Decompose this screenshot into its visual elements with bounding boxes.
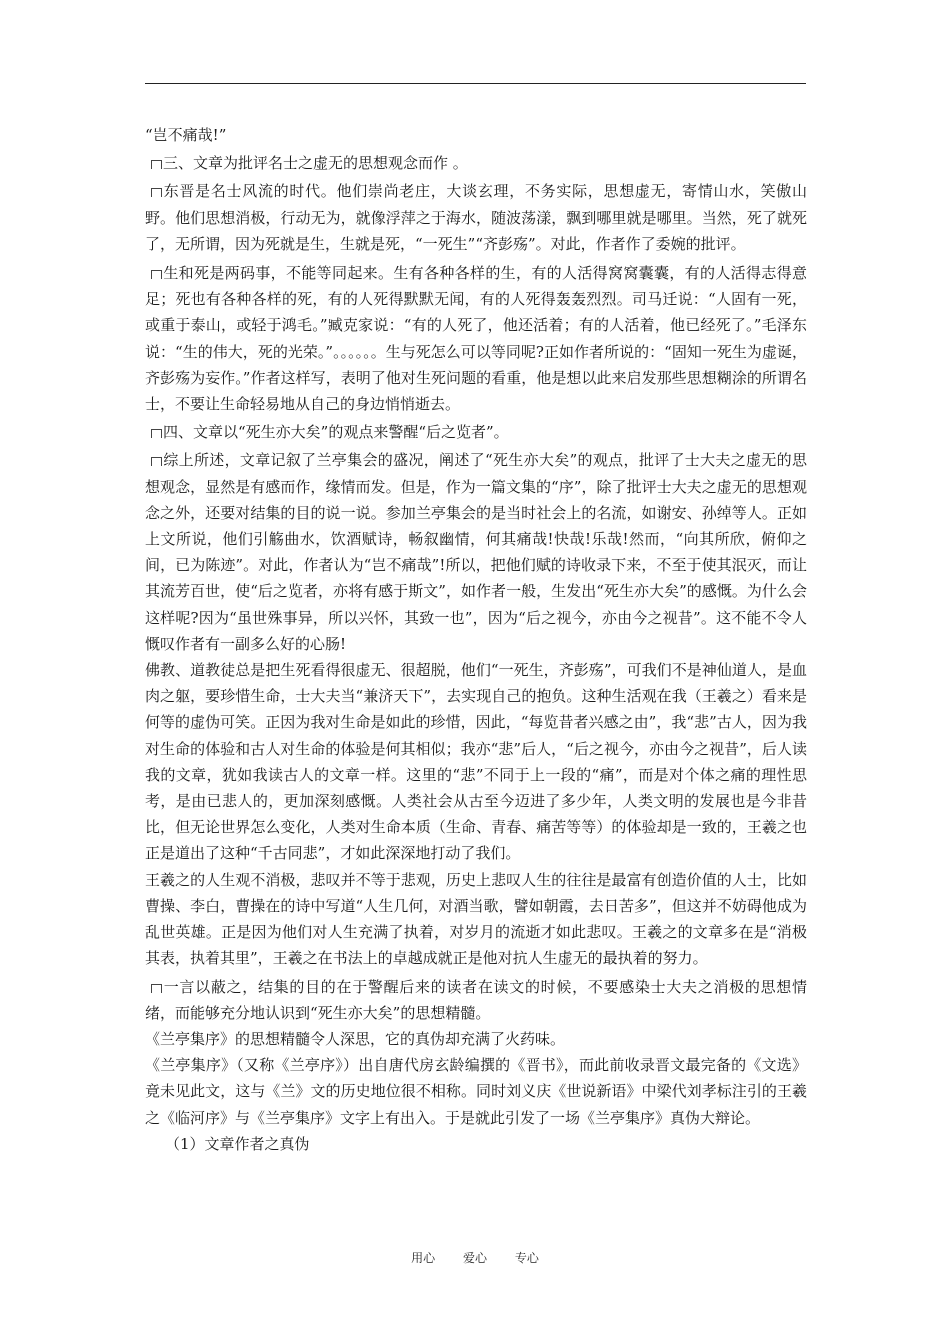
footer-word-1: 用心 xyxy=(411,1251,436,1265)
section-heading-text: 四、文章以“死生亦大矣”的观点来警醒“后之览者”。 xyxy=(163,423,509,442)
section-heading-text: 三、文章为批评名士之虚无的思想观念而作 。 xyxy=(163,154,468,173)
page-footer xyxy=(0,1249,950,1266)
paragraph-text: 综上所述，文章记叙了兰亭集会的盛况，阐述了“死生亦大矣”的观点，批评了士大夫之虚无的思想观念，显然是有感而作，缘情而发。但是，作为一篇文集的“序”，除了批评士大夫之虚无的思想观念之外，还要对结集的目的说一说。参加兰亭集会的是当时社会上的名流，如谢安、孙绰等人。正如上文所说，他们引觞曲水，饮酒赋诗，畅叙幽情，何其痛哉!快哉!乐哉!然而，“向其所欣，俯仰之间，已为陈迹”。对此，作者认为“岂不痛哉”!所以，把他们赋的诗收录下来，不至于使其泯灭，而让其流芳百世，使“后之览者，亦将有感于斯文”，如作者一般，生发出“死生亦大矣”的感慨。为什么会这样呢?因为“虽世殊事异，所以兴怀，其致一也”，因为“后之视今，亦由今之视昔”。这不能不令人慨叹作者有一副多么好的心肠! xyxy=(145,451,807,653)
footer-word-2: 爱心 xyxy=(462,1251,487,1265)
paragraph-buddhism-taoism: 佛教、道教徒总是把生死看得很虚无、很超脱，他们“一死生，齐彭殇”，可我们不是神仙道人，是血肉之躯，要珍惜生命，士大夫当“兼济天下”，去实现自己的抱负。这种生活观在我（王羲之）看来是何等的虚伪可笑。正因为我对生命是如此的珍惜，因此，“每览昔者兴感之由”，我“悲”古人，因为我对生命的体验和古人对生命的体验是何其相似；我亦“悲”后人，“后之视今，亦由今之视昔”，后人读我的文章，犹如我读古人的文章一样。这里的“悲”不同于上一段的“痛”，而是对个体之痛的理性思考，是由已悲人的，更加深刻感慨。人类社会从古至今迈进了多少年，人类文明的发展也是今非昔比，但无论世界怎么变化，人类对生命本质（生命、青春、痛苦等等）的体验却是一致的，王羲之也正是道出了这种“千古同悲”，才如此深深地打动了我们。 xyxy=(145,661,807,863)
header-rule xyxy=(145,83,806,84)
paragraph-authenticity-detail: 《兰亭集序》（又称《兰亭序》）出自唐代房玄龄编撰的《晋书》，而此前收录晋文最完备的《文选》竟未见此文，这与《兰》文的历史地位很不相称。同时刘义庆《世说新语》中梁代刘孝标注引的王羲之《临河序》与《兰亭集序》文字上有出入。于是就此引发了一场《兰亭集序》真伪大辩论。 xyxy=(145,1056,807,1127)
paragraph-conclusion xyxy=(145,974,807,1026)
document-body xyxy=(145,122,807,1157)
paragraph-text: 生和死是两码事，不能等同起来。生有各种各样的生，有的人活得窝窝囊囊，有的人活得志得意足；死也有各种各样的死，有的人死得默默无闻，有的人死得轰轰烈烈。司马迁说：“人固有一死，或重于泰山，或轻于鸿毛。”臧克家说：“有的人死了，他还活着；有的人活着，他已经死了。”毛泽东说：“生的伟大，死的光荣。”。。。。。。生与死怎么可以等同呢?正如作者所说的：“固知一死生为虚诞，齐彭殇为妄作。”作者这样写，表明了他对生死问题的看重，他是想以此来启发那些思想糊涂的所谓名士，不要让生命轻易地从自己的身边悄悄逝去。 xyxy=(145,264,807,414)
paragraph-quote: “岂不痛哉!” xyxy=(145,126,227,144)
anchor-mark-icon xyxy=(151,160,162,169)
anchor-mark-icon xyxy=(151,429,162,438)
anchor-mark-icon xyxy=(151,188,162,197)
footer-word-3: 专心 xyxy=(514,1251,539,1265)
paragraph-summary xyxy=(145,447,807,657)
paragraph-authenticity-intro: 《兰亭集序》的思想精髓令人深思，它的真伪却充满了火药味。 xyxy=(145,1029,566,1048)
section-heading-4 xyxy=(145,419,807,445)
anchor-mark-icon xyxy=(151,457,162,466)
anchor-mark-icon xyxy=(151,984,162,993)
subheading-author-authenticity: （1）文章作者之真伪 xyxy=(165,1134,310,1153)
paragraph-life-death xyxy=(145,260,807,417)
paragraph-jin-dynasty xyxy=(145,178,807,257)
paragraph-wang-xizhi-outlook: 王羲之的人生观不消极，悲叹并不等于悲观，历史上悲叹人生的往往是最富有创造价值的人士，比如曹操、李白，曹操在的诗中写道“人生几何，对酒当歌，譬如朝霞，去日苦多”，但这并不妨碍他成为乱世英雄。正是因为他们对人生充满了执着，对岁月的流逝才如此悲叹。王羲之的文章多在是“消极其表，执着其里”，王羲之在书法上的卓越成就正是他对抗人生虚无的最执着的努力。 xyxy=(145,870,807,968)
paragraph-text: 东晋是名士风流的时代。他们崇尚老庄，大谈玄理，不务实际，思想虚无，寄情山水，笑傲山野。他们思想消极，行动无为，就像浮萍之于海水，随波荡漾，飘到哪里就是哪里。当然，死了就死了，无所谓，因为死就是生，生就是死，“一死生”“齐彭殇”。对此，作者作了委婉的批评。 xyxy=(145,182,807,253)
paragraph-text: 一言以蔽之，结集的目的在于警醒后来的读者在读文的时候，不要感染士大夫之消极的思想情绪，而能够充分地认识到“死生亦大矣”的思想精髓。 xyxy=(145,977,807,1022)
anchor-mark-icon xyxy=(151,270,162,279)
section-heading-3 xyxy=(145,150,807,176)
